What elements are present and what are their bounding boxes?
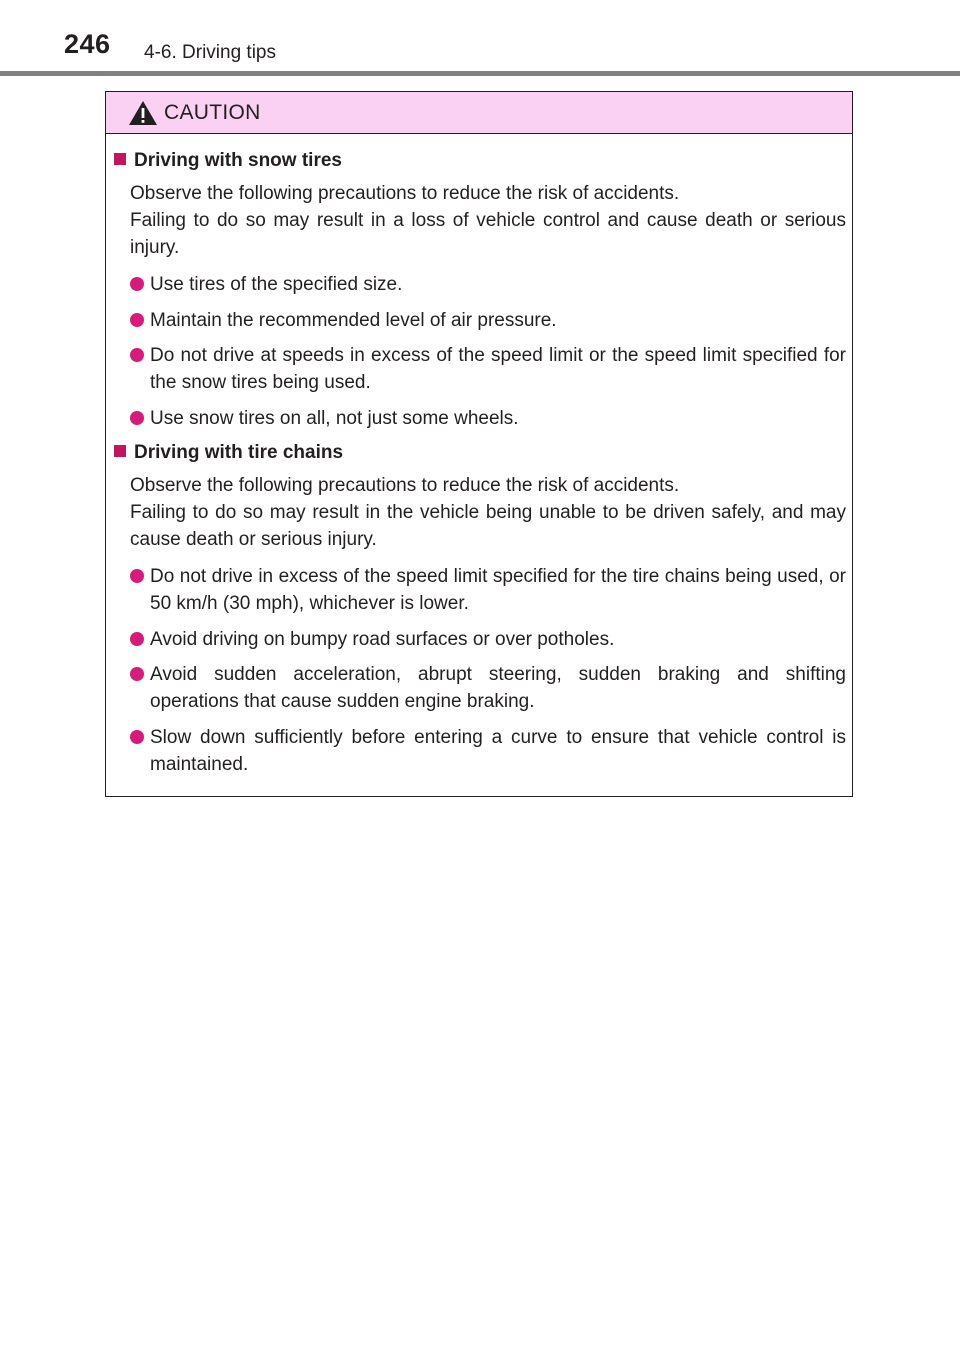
- warning-triangle-icon: [128, 100, 158, 126]
- list-item: Maintain the recommended level of air pressure.: [130, 307, 846, 334]
- circle-bullet-icon: [130, 569, 144, 583]
- circle-bullet-icon: [130, 632, 144, 646]
- section-intro: Observe the following precautions to reduce the risk of accidents.: [130, 183, 680, 204]
- list-item: Use tires of the specified size.: [130, 271, 846, 298]
- caution-title: CAUTION: [164, 101, 261, 124]
- circle-bullet-icon: [130, 411, 144, 425]
- circle-bullet-icon: [130, 730, 144, 744]
- list-item: Do not drive at speeds in excess of the speed limit or the speed limit specified for the snow tires being used.: [130, 342, 846, 396]
- square-bullet-icon: [114, 153, 126, 165]
- circle-bullet-icon: [130, 313, 144, 327]
- square-bullet-icon: [114, 445, 126, 457]
- section-detail: Failing to do so may result in a loss of vehicle control and cause death or serious injury.: [130, 210, 846, 258]
- section-intro: Observe the following precautions to reduce the risk of accidents.: [130, 475, 680, 496]
- list-item: Do not drive in excess of the speed limit specified for the tire chains being used, or 50 km/h (30 mph), whichever is lower.: [130, 563, 846, 617]
- section-title: 4-6. Driving tips: [144, 42, 276, 63]
- list-item: Slow down sufficiently before entering a curve to ensure that vehicle control is maintained.: [130, 724, 846, 778]
- section-heading-snow-tires: Driving with snow tires: [114, 150, 342, 172]
- section-detail: Failing to do so may result in the vehicle being unable to be driven safely, and may cause death or serious injury.: [130, 502, 846, 550]
- circle-bullet-icon: [130, 667, 144, 681]
- circle-bullet-icon: [130, 348, 144, 362]
- section-heading-tire-chains: Driving with tire chains: [114, 442, 343, 464]
- list-item: Use snow tires on all, not just some wheels.: [130, 405, 846, 432]
- circle-bullet-icon: [130, 277, 144, 291]
- list-item: Avoid sudden acceleration, abrupt steering, sudden braking and shifting operations that cause sudden engine braking.: [130, 661, 846, 715]
- page-number: 246: [64, 29, 111, 59]
- header-rule: [0, 71, 960, 76]
- caution-box: [105, 91, 853, 797]
- list-item: Avoid driving on bumpy road surfaces or over potholes.: [130, 626, 846, 653]
- caution-header: [106, 92, 852, 134]
- page-header: [0, 0, 960, 76]
